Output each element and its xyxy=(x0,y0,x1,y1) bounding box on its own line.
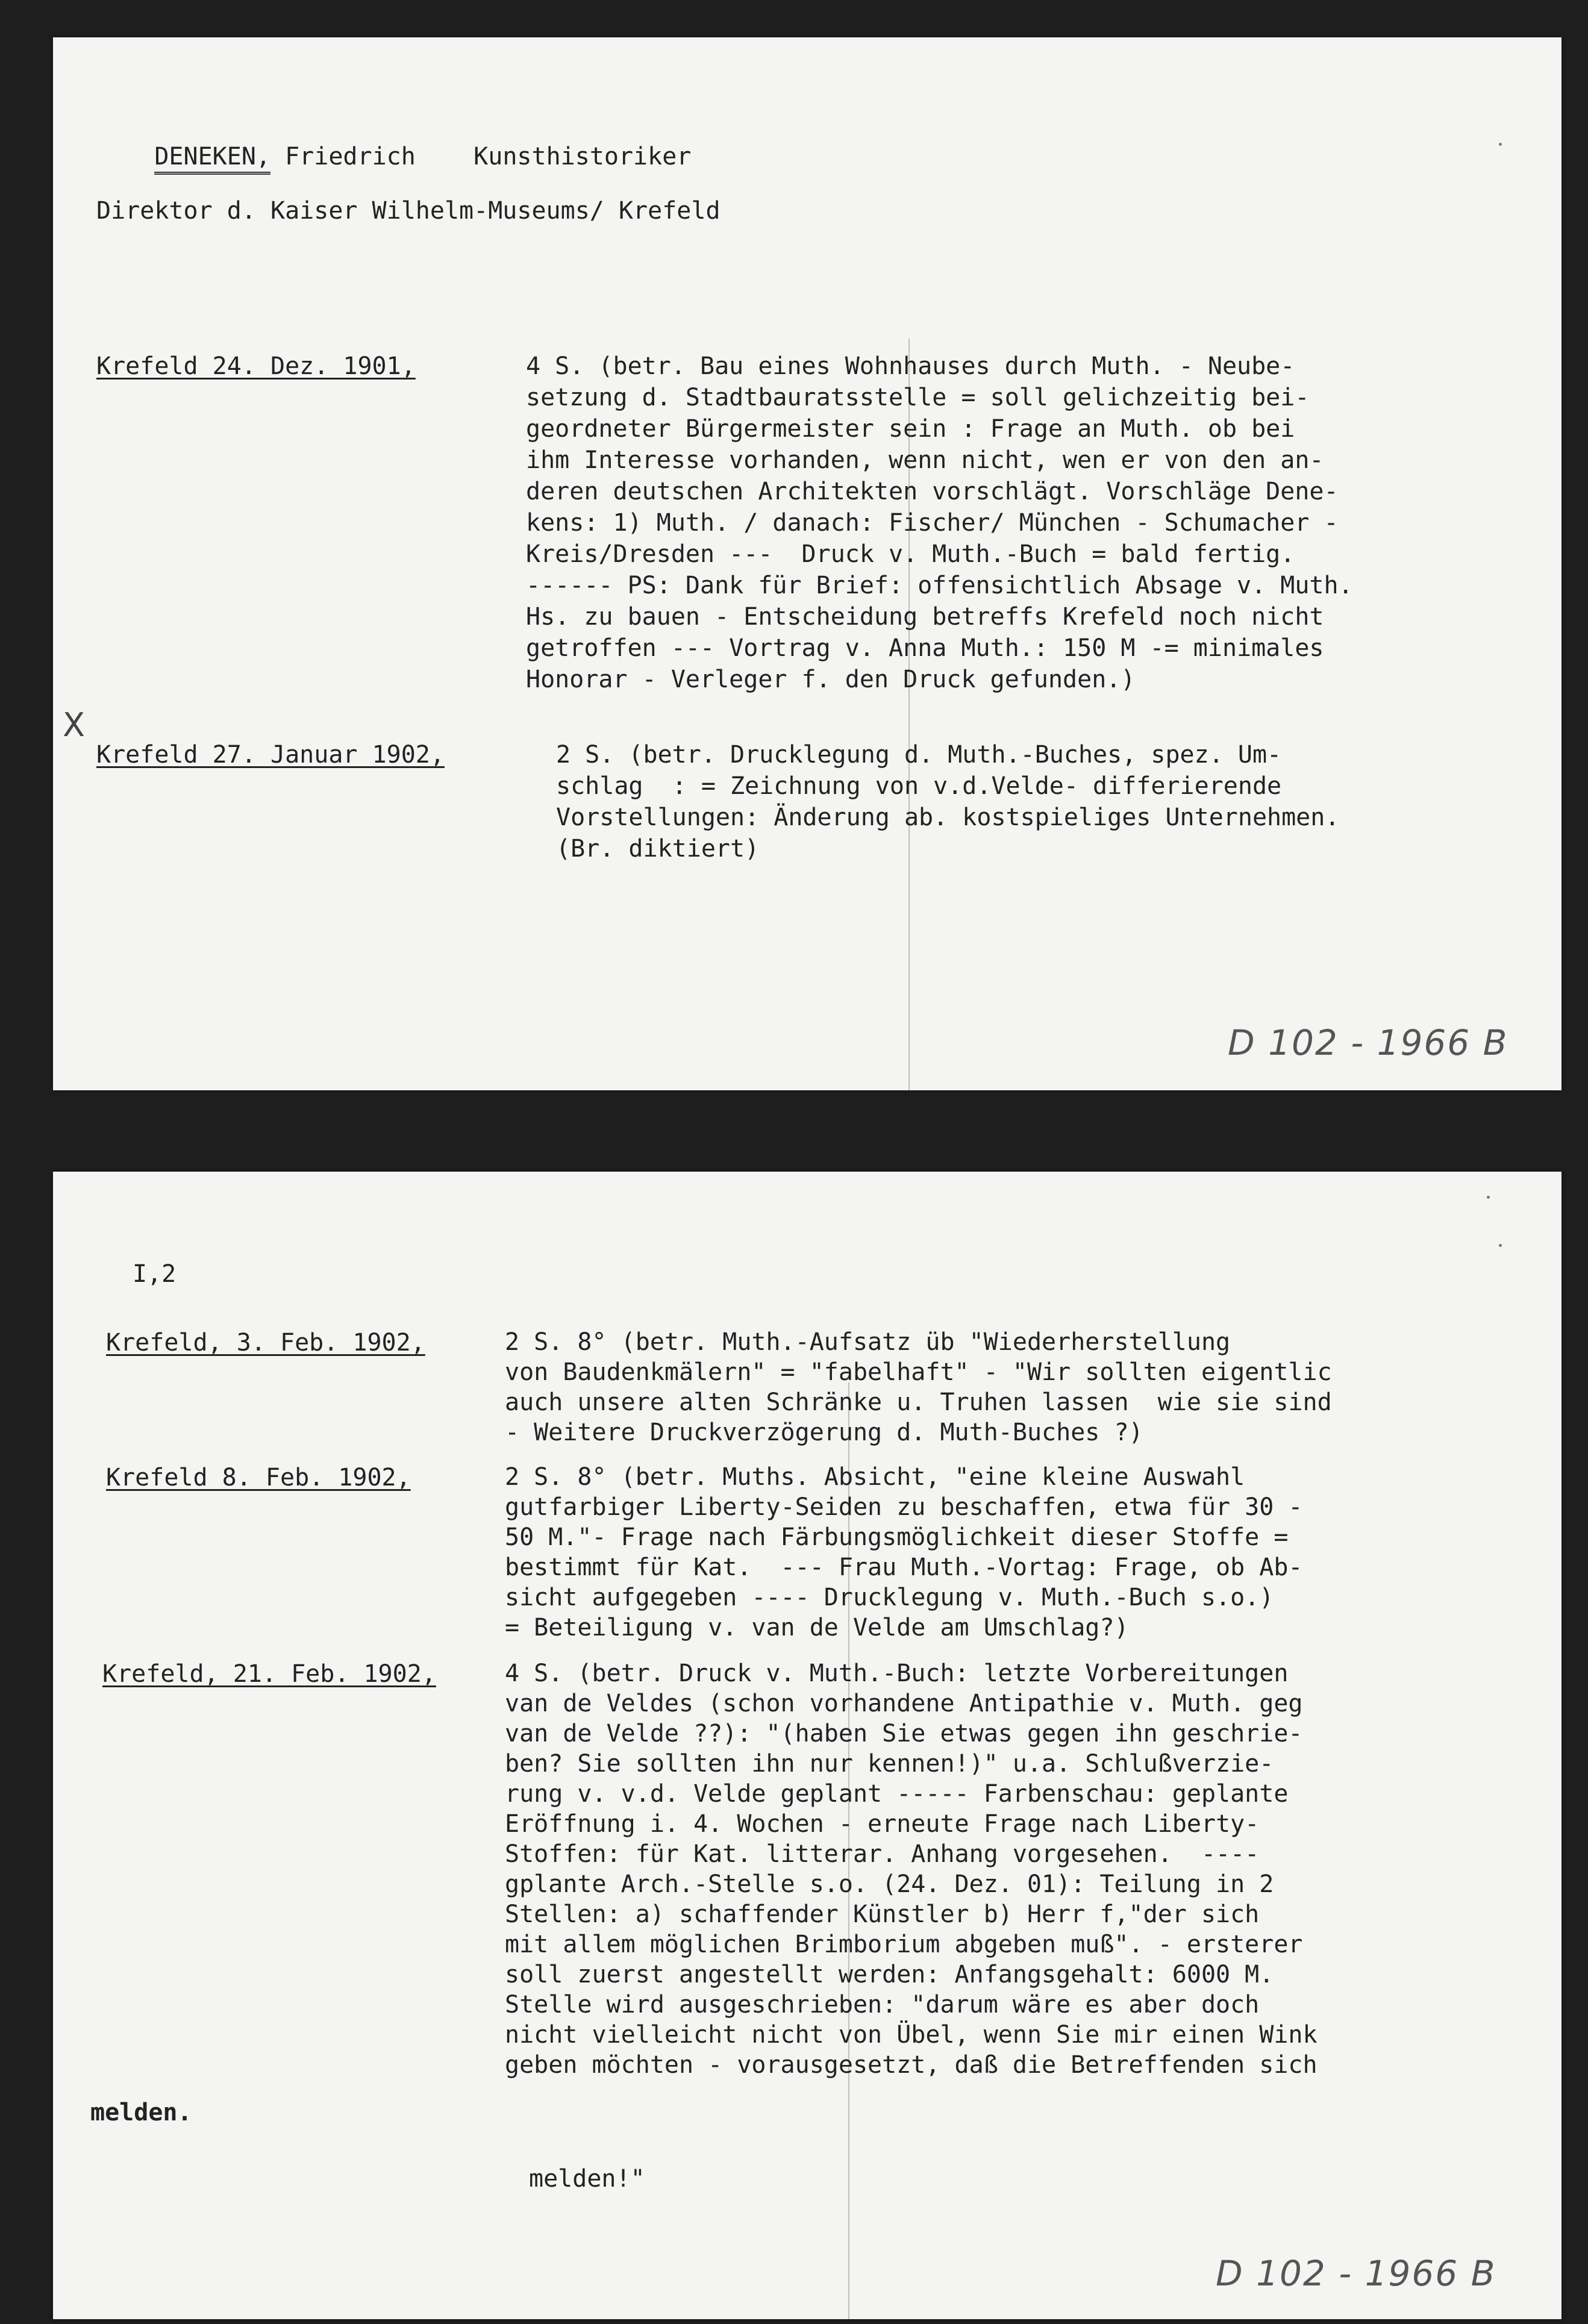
entry-line: 4 S. (betr. Druck v. Muth.-Buch: letzte Vorbereitungen xyxy=(505,1660,1289,1687)
entry-body xyxy=(526,351,1353,695)
entry-line: auch unsere alten Schränke u. Truhen lassen wie sie sind xyxy=(505,1388,1332,1416)
paper-speck xyxy=(1499,1244,1502,1247)
entry-line: geben möchten - vorausgesetzt, daß die Betreffenden sich xyxy=(505,2051,1318,2079)
entry-line: getroffen --- Vortrag v. Anna Muth.: 150 M -= minimales xyxy=(526,634,1324,662)
entry-line: Kreis/Dresden --- Druck v. Muth.-Buch = bald fertig. xyxy=(526,540,1295,568)
entry-place-date: Krefeld 27. Januar 1902, xyxy=(96,741,445,769)
entry-line: geordneter Bürgermeister sein : Frage an Muth. ob bei xyxy=(526,415,1295,443)
entry-place-date: Krefeld 24. Dez. 1901, xyxy=(96,352,416,380)
surname: DENEKEN, xyxy=(154,143,270,175)
entry-closing: melden!" xyxy=(529,2165,645,2193)
entry-line: 50 M."- Frage nach Färbungsmöglichkeit dieser Stoffe = xyxy=(505,1523,1289,1551)
entry-line: ihm Interesse vorhanden, wenn nicht, wen er von den an- xyxy=(526,446,1324,474)
entry-line: rung v. v.d. Velde geplant ----- Farbenschau: geplante xyxy=(505,1780,1289,1808)
entry-line: nicht vielleicht nicht von Übel, wenn Sie mir einen Wink xyxy=(505,2021,1318,2049)
entry-line: sicht aufgegeben ---- Drucklegung v. Muth.-Buch s.o.) xyxy=(505,1584,1274,1611)
entry-line: deren deutschen Architekten vorschlägt. Vorschläge Dene- xyxy=(526,478,1339,505)
handwritten-reference: D 102 - 1966 B xyxy=(1216,2253,1496,2294)
sheet-number: I,2 xyxy=(133,1260,177,1288)
entry-line: ------ PS: Dank für Brief: offensichtlich Absage v. Muth. xyxy=(526,572,1353,599)
entry-line: kens: 1) Muth. / danach: Fischer/ München - Schumacher - xyxy=(526,509,1339,537)
index-card-2 xyxy=(53,1172,1561,2319)
entry-line: 4 S. (betr. Bau eines Wohnhauses durch Muth. - Neube- xyxy=(526,352,1295,380)
entry-line: Stellen: a) schaffender Künstler b) Herr f,"der sich xyxy=(505,1901,1260,1928)
paper-speck xyxy=(1499,143,1502,146)
entry-line: von Baudenkmälern" = "fabelhaft" - "Wir sollten eigentlic xyxy=(505,1358,1332,1386)
entry-line: Eröffnung i. 4. Wochen - erneute Frage nach Liberty- xyxy=(505,1810,1260,1838)
entry-line: gutfarbiger Liberty-Seiden zu beschaffen, etwa für 30 - xyxy=(505,1493,1303,1521)
entry-body xyxy=(505,1658,1318,2080)
entry-line: - Weitere Druckverzögerung d. Muth-Buches ?) xyxy=(505,1419,1143,1446)
profession: Kunsthistoriker xyxy=(474,143,692,170)
entry-line: ben? Sie sollten ihn nur kennen!)" u.a. Schlußverzie- xyxy=(505,1750,1274,1778)
entry-place-date: Krefeld, 3. Feb. 1902, xyxy=(106,1329,425,1357)
entry-body xyxy=(556,739,1339,864)
entry-line: Stoffen: für Kat. litterar. Anhang vorgesehen. ---- xyxy=(505,1840,1260,1868)
margin-x-mark: X xyxy=(63,706,85,744)
entry-place-date: Krefeld 8. Feb. 1902, xyxy=(106,1464,411,1492)
entry-line: (Br. diktiert) xyxy=(556,835,760,863)
index-card-1 xyxy=(53,37,1561,1090)
entry-line: 2 S. 8° (betr. Muths. Absicht, "eine kleine Auswahl xyxy=(505,1463,1245,1491)
entry-line: Honorar - Verleger f. den Druck gefunden.) xyxy=(526,666,1136,693)
entry-line: Stelle wird ausgeschrieben: "darum wäre es aber doch xyxy=(505,1991,1260,2019)
entry-place-date: Krefeld, 21. Feb. 1902, xyxy=(102,1660,436,1688)
entry-line: schlag : = Zeichnung von v.d.Velde- differierende xyxy=(556,772,1282,800)
entry-line: setzung d. Stadtbauratsstelle = soll gelichzeitig bei- xyxy=(526,384,1310,411)
entry-line: Hs. zu bauen - Entscheidung betreffs Krefeld noch nicht xyxy=(526,603,1324,631)
entry-line: bestimmt für Kat. --- Frau Muth.-Vortag: Frage, ob Ab- xyxy=(505,1554,1303,1581)
card-subtitle: Direktor d. Kaiser Wilhelm-Museums/ Krefeld xyxy=(96,197,721,225)
entry-line: 2 S. (betr. Drucklegung d. Muth.-Buches, spez. Um- xyxy=(556,741,1282,769)
entry-body xyxy=(505,1327,1332,1448)
entry-line: Vorstellungen: Änderung ab. kostspieliges Unternehmen. xyxy=(556,804,1340,831)
card-header xyxy=(96,120,691,193)
entry-body xyxy=(505,1462,1303,1643)
entry-line: soll zuerst angestellt werden: Anfangsgehalt: 6000 M. xyxy=(505,1961,1274,1988)
entry-line: gplante Arch.-Stelle s.o. (24. Dez. 01): Teilung in 2 xyxy=(505,1870,1274,1898)
entry-line: 2 S. 8° (betr. Muth.-Aufsatz üb "Wiederherstellung xyxy=(505,1328,1231,1356)
entry-line: van de Velde ??): "(haben Sie etwas gegen ihn geschrie- xyxy=(505,1720,1303,1748)
entry-line: van de Veldes (schon vorhandene Antipathie v. Muth. geg xyxy=(505,1690,1303,1717)
paper-speck xyxy=(1487,1196,1490,1199)
entry-line: = Beteiligung v. van de Velde am Umschlag?) xyxy=(505,1614,1129,1641)
given-name: Friedrich xyxy=(285,143,416,170)
entry-line: mit allem möglichen Brimborium abgeben muß". - ersterer xyxy=(505,1931,1303,1958)
margin-word: melden. xyxy=(90,2099,192,2126)
handwritten-reference: D 102 - 1966 B xyxy=(1228,1022,1508,1063)
